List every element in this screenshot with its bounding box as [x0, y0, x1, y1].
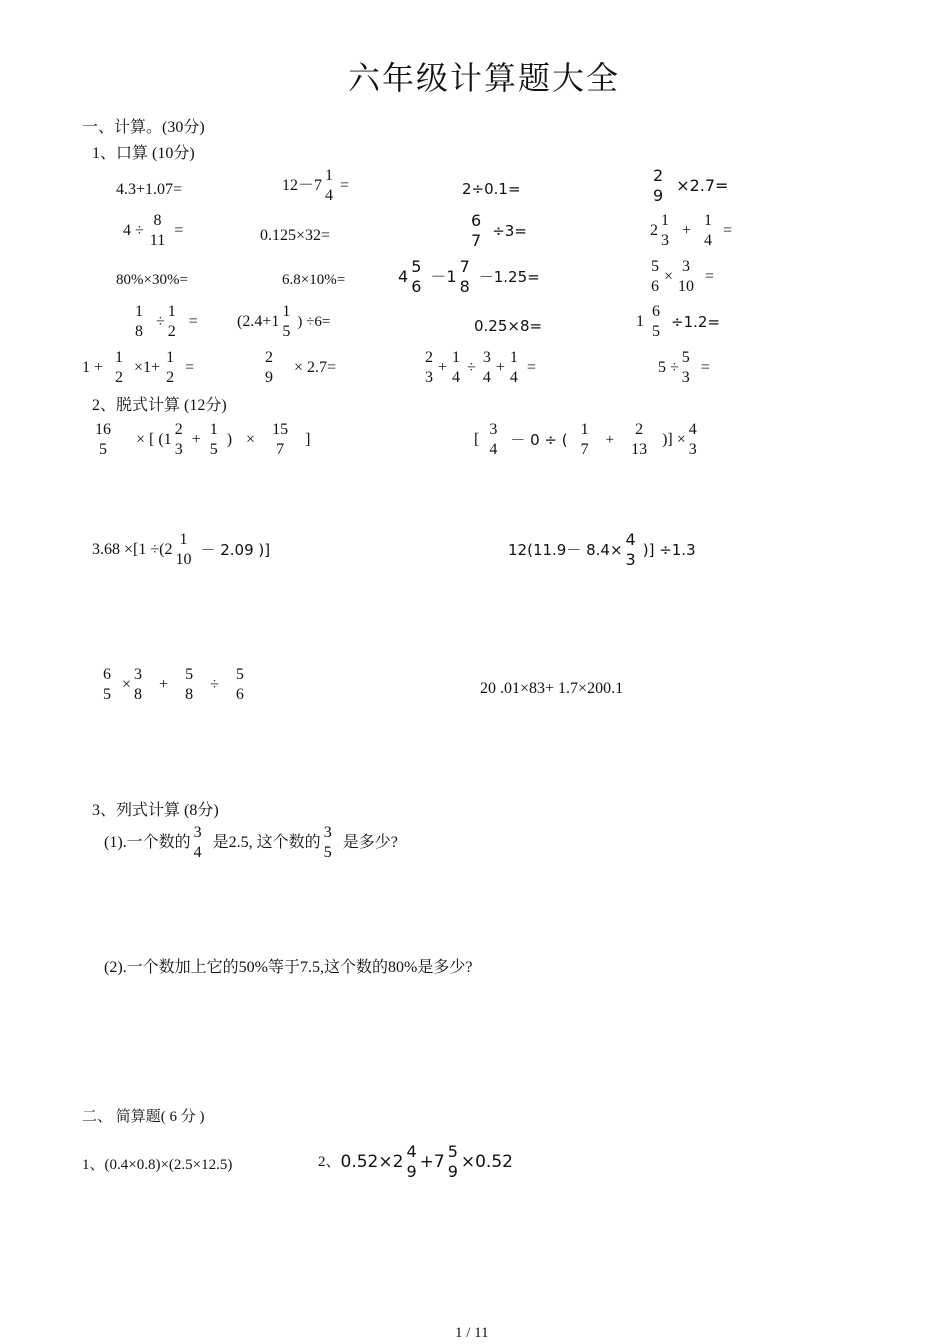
q-1-4	[650, 168, 728, 204]
fraction: 5 6	[235, 666, 244, 703]
part1-heading: 1、口算 (10分)	[92, 145, 195, 162]
q-1-2-text: 12－7	[282, 177, 323, 194]
fraction: 1 4	[325, 167, 334, 204]
section1-heading: 一、计算。(30分)	[82, 119, 205, 136]
fraction: 1 5	[209, 421, 218, 458]
q-2-1: 4 ÷ 8 11 =	[123, 212, 184, 249]
fraction: 5 3	[681, 349, 690, 386]
fraction: 1 2	[115, 349, 124, 386]
fraction: 1 4	[452, 349, 461, 386]
expr-5: 6 5 × 3 8 + 5 8 ÷ 5 6	[103, 666, 244, 703]
fraction: 1 2	[166, 349, 175, 386]
q-3-1: 80%×30%=	[116, 272, 188, 288]
expr-1: 16 5 × [ (1 2 3 + 1 5 ) × 15 7 ]	[95, 421, 311, 458]
fraction: 7 8	[459, 257, 470, 296]
expr-2: [ 3 4 － 0 ÷ ( 1 7 + 2 13 )] × 4 3	[474, 421, 697, 458]
expr-3: 3.68 ×[1 ÷(2 1 10 － 2.09 )]	[92, 531, 271, 568]
fraction: 1 7	[580, 421, 589, 458]
fraction: 1 4	[509, 349, 518, 386]
fraction: 3 4	[193, 824, 202, 861]
q-2-2: 0.125×32=	[260, 227, 331, 244]
fraction: 5 6	[411, 257, 422, 296]
fraction: 3 10	[678, 258, 695, 295]
simplify-2: 2、 0.52×2 4 9 +7 5 9 ×0.52	[318, 1142, 513, 1181]
fraction: 1 2	[167, 303, 176, 340]
word-problem-1: (1).一个数的 3 4 是2.5, 这个数的 3 5 是多少?	[104, 824, 398, 861]
fraction: 1 5	[282, 303, 291, 340]
q-3-2: 6.8×10%=	[282, 272, 346, 288]
fraction: 2 9	[265, 349, 273, 386]
fraction: 3 4	[482, 349, 491, 386]
q-1-2: 12－7 1 4 =	[282, 167, 350, 204]
q-2-1-text: 4 ÷	[123, 222, 144, 239]
fraction: 1 10	[175, 531, 192, 568]
fraction: 16 5	[95, 421, 111, 458]
fraction: 3 5	[323, 824, 332, 861]
fraction: 2 3	[174, 421, 183, 458]
q-3-4: 5 6 × 3 10 =	[651, 258, 715, 295]
q-5-2: 2 9 × 2.7=	[265, 349, 337, 386]
fraction: 1 4	[704, 212, 713, 249]
fraction: 15 7	[272, 421, 289, 458]
q-1-1: 4.3+1.07=	[116, 181, 183, 198]
fraction: 3 4	[489, 421, 498, 458]
q-5-4: 5 ÷ 5 3 =	[658, 349, 710, 386]
page-number: 1 / 11	[455, 1325, 489, 1341]
fraction: 6 5	[103, 666, 111, 703]
fraction: 4 3	[688, 421, 697, 458]
q-5-1: 1 + 1 2 ×1+ 1 2 =	[82, 349, 195, 386]
fraction: 8 11	[149, 212, 166, 249]
fraction: 4 9	[406, 1142, 417, 1181]
word-problem-2: (2).一个数加上它的50%等于7.5,这个数的80%是多少?	[104, 959, 473, 976]
fraction: 2 13	[631, 421, 648, 458]
q-1-4-text: ×2.7=	[676, 176, 729, 195]
fraction: 3 8	[134, 666, 143, 703]
part2-heading: 2、脱式计算 (12分)	[92, 397, 227, 414]
q-4-3: 0.25×8=	[474, 317, 543, 335]
q-2-4: 2 1 3 + 1 4 =	[650, 212, 733, 249]
q-4-2: (2.4+1 1 5 ) ÷6=	[237, 303, 331, 340]
expr-6: 20 .01×83+ 1.7×200.1	[480, 680, 624, 697]
fraction: 5 6	[651, 258, 659, 295]
expr-4: 12(11.9－ 8.4× 4 3 )] ÷1.3	[508, 530, 696, 569]
fraction: 6 5	[652, 303, 660, 340]
fraction: 4 3	[625, 530, 636, 569]
fraction: 1 8	[135, 303, 143, 340]
q-3-3: 4 5 6 －1 7 8 －1.25=	[398, 257, 540, 296]
simplify-1: 1、(0.4×0.8)×(2.5×12.5)	[82, 1157, 233, 1173]
q-5-3: 2 3 + 1 4 ÷ 3 4 + 1 4 =	[425, 349, 536, 386]
q-2-3: 6 7 ÷3=	[471, 211, 527, 250]
q-1-3: 2÷0.1=	[462, 180, 521, 198]
fraction: 5 8	[185, 666, 194, 703]
fraction: 2 9	[653, 166, 664, 205]
fraction: 2 3	[425, 349, 433, 386]
part3-heading: 3、列式计算 (8分)	[92, 802, 219, 819]
section2-heading: 二、 简算题( 6 分 )	[82, 1109, 205, 1125]
fraction: 1 3	[661, 212, 669, 249]
q-4-4: 1 6 5 ÷1.2=	[636, 303, 720, 340]
page-title: 六年级计算题大全	[348, 60, 621, 96]
q-4-1: 1 8 ÷ 1 2 =	[135, 303, 198, 340]
fraction: 6 7	[471, 211, 482, 250]
fraction: 5 9	[447, 1142, 458, 1181]
